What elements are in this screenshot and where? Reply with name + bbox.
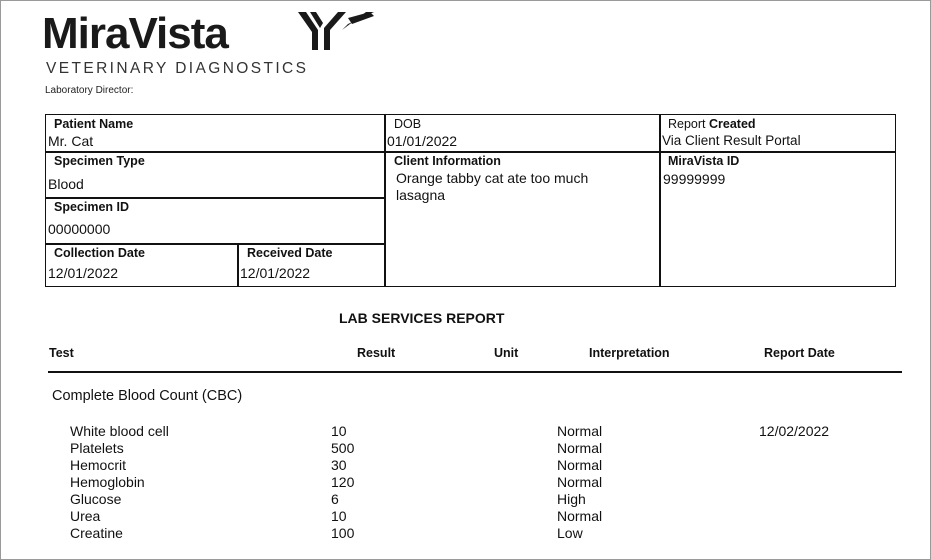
test-interpretation: Normal bbox=[557, 423, 603, 439]
section-heading: Complete Blood Count (CBC) bbox=[52, 388, 243, 404]
test-result: 10 bbox=[331, 508, 347, 524]
test-result: 100 bbox=[331, 525, 355, 541]
patient-name-value: Mr. Cat bbox=[48, 133, 94, 149]
divider bbox=[46, 151, 895, 153]
report-created-label bbox=[668, 117, 756, 131]
client-info-value: Orange tabby cat ate too much lasagna bbox=[396, 170, 589, 203]
test-interpretation: Normal bbox=[557, 440, 603, 456]
table-row bbox=[0, 440, 931, 457]
test-name: Glucose bbox=[70, 491, 122, 507]
table-row bbox=[0, 474, 931, 491]
divider bbox=[237, 243, 239, 286]
brand-logo-text: MiraVista bbox=[42, 9, 228, 58]
collection-date-value: 12/01/2022 bbox=[48, 265, 119, 281]
column-header-interpretation: Interpretation bbox=[589, 346, 670, 360]
column-header-unit: Unit bbox=[494, 346, 519, 360]
received-date-value: 12/01/2022 bbox=[240, 265, 311, 281]
divider bbox=[384, 115, 386, 286]
test-interpretation: Normal bbox=[557, 474, 603, 490]
test-result: 120 bbox=[331, 474, 355, 490]
test-name: Hemocrit bbox=[70, 457, 127, 473]
specimen-id-label: Specimen ID bbox=[54, 200, 130, 214]
test-name: Creatine bbox=[70, 525, 123, 541]
report-title: LAB SERVICES REPORT bbox=[339, 310, 505, 326]
test-result: 6 bbox=[331, 491, 339, 507]
client-info-label: Client Information bbox=[394, 154, 501, 168]
miravista-id-value: 99999999 bbox=[663, 171, 726, 187]
divider bbox=[46, 197, 384, 199]
specimen-type-label: Specimen Type bbox=[54, 154, 145, 168]
test-result: 500 bbox=[331, 440, 355, 456]
column-header-report-date: Report Date bbox=[764, 346, 835, 360]
report-label-prefix: Report bbox=[668, 117, 709, 131]
patient-name-label: Patient Name bbox=[54, 117, 134, 131]
test-interpretation: Normal bbox=[557, 457, 603, 473]
table-row bbox=[0, 508, 931, 525]
brand-tagline: VETERINARY DIAGNOSTICS bbox=[46, 60, 309, 77]
report-label-bold: Created bbox=[709, 117, 756, 131]
specimen-type-value: Blood bbox=[48, 176, 84, 192]
divider bbox=[46, 243, 384, 245]
column-header-test: Test bbox=[49, 346, 74, 360]
test-interpretation: High bbox=[557, 491, 586, 507]
test-name: Platelets bbox=[70, 440, 124, 456]
column-header-result: Result bbox=[357, 346, 396, 360]
test-name: Hemoglobin bbox=[70, 474, 145, 490]
table-row bbox=[0, 491, 931, 508]
collection-date-label: Collection Date bbox=[54, 246, 145, 260]
dob-label: DOB bbox=[394, 117, 422, 131]
test-result: 10 bbox=[331, 423, 347, 439]
patient-info-box bbox=[45, 114, 896, 287]
received-date-label: Received Date bbox=[247, 246, 333, 260]
test-name: Urea bbox=[70, 508, 101, 524]
header-rule bbox=[48, 371, 902, 373]
table-row bbox=[0, 423, 931, 440]
test-interpretation: Low bbox=[557, 525, 583, 541]
test-name: White blood cell bbox=[70, 423, 169, 439]
table-row bbox=[0, 457, 931, 474]
report-created-value: Via Client Result Portal bbox=[662, 133, 801, 148]
miravista-logo-icon bbox=[296, 10, 376, 54]
lab-director-label: Laboratory Director: bbox=[45, 85, 134, 96]
dob-value: 01/01/2022 bbox=[387, 133, 458, 149]
table-row bbox=[0, 525, 931, 542]
divider bbox=[659, 115, 661, 286]
test-result: 30 bbox=[331, 457, 347, 473]
test-interpretation: Normal bbox=[557, 508, 603, 524]
test-report-date: 12/02/2022 bbox=[759, 423, 830, 439]
miravista-id-label: MiraVista ID bbox=[668, 154, 740, 168]
specimen-id-value: 00000000 bbox=[48, 221, 111, 237]
